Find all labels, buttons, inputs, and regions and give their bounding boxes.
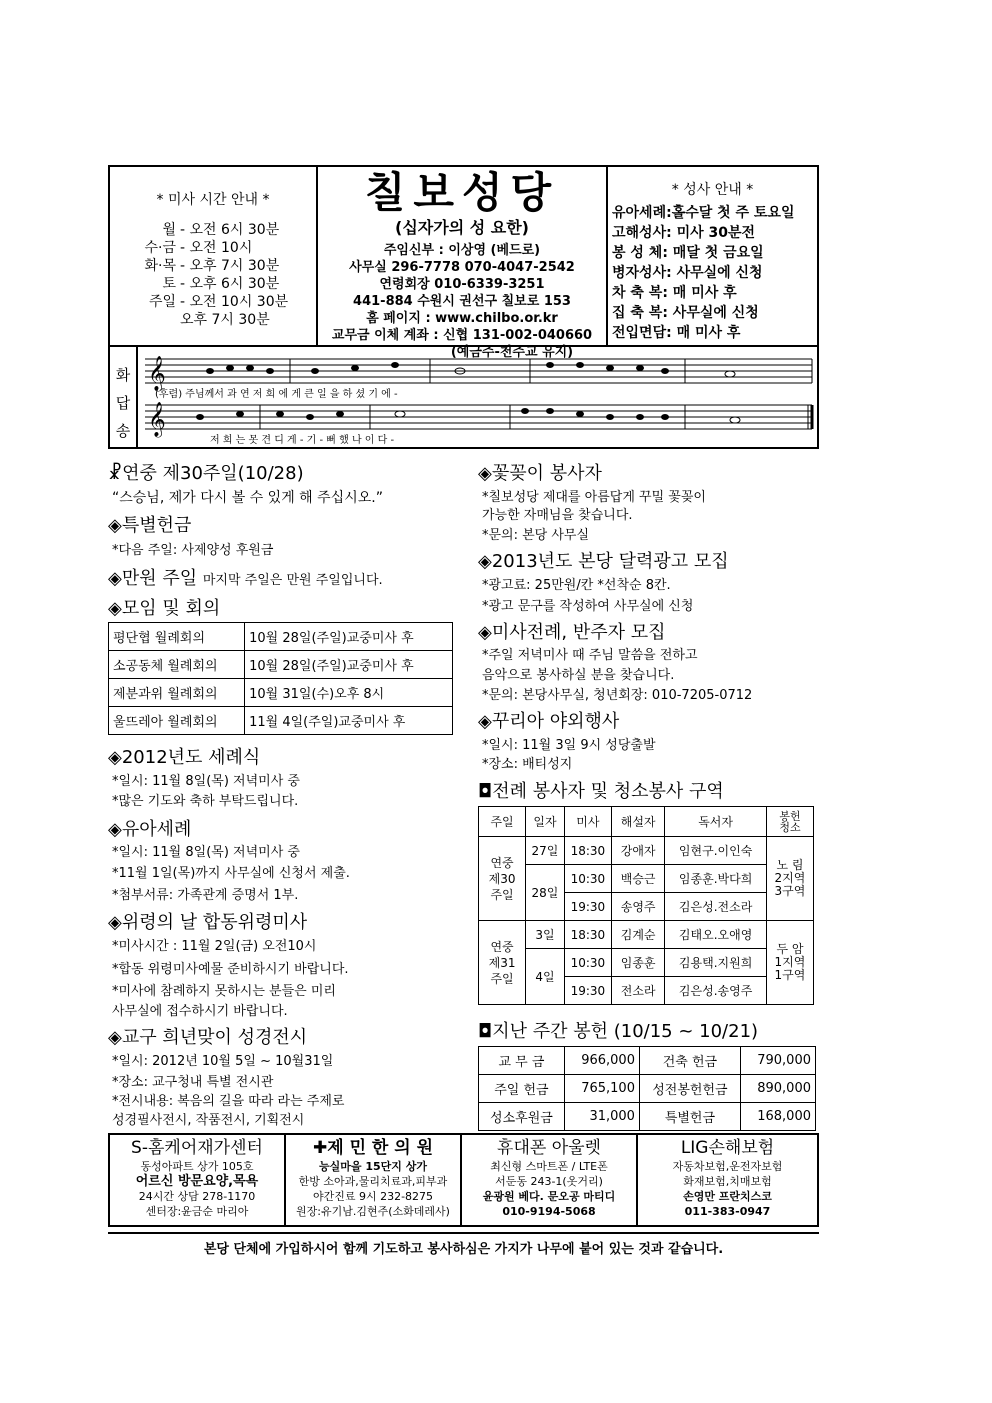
calendar-ad-title: ◈2013년도 본당 달력광고 모집 xyxy=(478,551,729,572)
office-phone: 사무실 296-7778 070-4047-2542 xyxy=(349,260,575,275)
address: 441-884 수원시 권선구 칠보로 153 xyxy=(353,294,571,309)
special-offering-title: ◈특별헌금 xyxy=(108,515,192,536)
table-row: 19:30 송영주 김은성.전소라 xyxy=(479,893,814,921)
sacrament-row: 고해성사: 미사 30분전 xyxy=(612,225,756,241)
sacrament-row: 전입면담: 매 미사 후 xyxy=(612,325,741,341)
table-row: 28일 10:30 백승근 임종훈.박다희 xyxy=(479,865,814,893)
table-row: 소공동체 월례회의 10월 28일(주일)교중미사 후 xyxy=(109,651,453,679)
sacrament-row: 집 축 복: 사무실에 신청 xyxy=(612,305,759,321)
sacrament-row: 유아세례:홀수달 첫 주 토요일 xyxy=(612,205,795,221)
liturgy-recruit-title: ◈미사전례, 반주자 모집 xyxy=(478,622,666,643)
service-table xyxy=(478,806,814,1005)
sacrament-row: 병자성사: 사무실에 신청 xyxy=(612,265,763,281)
mass-row: 월 - 오전 6시 30분 xyxy=(162,222,280,238)
bank-account: 교무금 이체 계좌 : 신협 131-002-040660 xyxy=(331,328,593,343)
bible-exhibit-title: ◈교구 희년맞이 성경전시 xyxy=(108,1027,308,1048)
ad-phone: 휴대폰 아울렛 최신형 스마트폰 / LTE폰 서둔동 243-1(옷거리) 윤광원 베다. 문오공 마티디 010-9194-5068 xyxy=(462,1135,638,1225)
music-staff-image xyxy=(140,347,817,447)
table-row: 주일 일자 미사 해설자 독서자 봉헌 청소 xyxy=(479,807,814,837)
offering-table xyxy=(478,1046,816,1131)
list-item: 가능한 자매님을 찾습니다. xyxy=(482,508,633,523)
church-name: 칠보성당 xyxy=(364,168,560,217)
account-holder: (예금주-천주교 유지) xyxy=(450,345,574,360)
table-row: 제분과위 월례회의 10월 31일(수)오후 8시 xyxy=(109,679,453,707)
footer-message: 본당 단체에 가입하시어 함께 기도하고 봉사하심은 가지가 나무에 붙어 있는 것과 같습니다. xyxy=(108,1232,819,1257)
church-subtitle: (십자가의 성 요한) xyxy=(395,218,529,237)
meetings-table xyxy=(108,622,453,735)
list-item: *11월 1일(목)까지 사무실에 신청서 제출. xyxy=(112,866,350,881)
list-item: *미사시간 : 11월 2일(금) 오전10시 xyxy=(112,939,317,954)
special-offering-text: *다음 주일: 사제양성 후원금 xyxy=(112,543,274,558)
mass-row: 토 - 오후 6시 30분 xyxy=(162,276,280,292)
mass-row: 주일 - 오전 10시 30분 xyxy=(148,294,289,310)
mass-row: 오후 7시 30분 xyxy=(180,312,270,328)
infant-baptism-title: ◈유아세례 xyxy=(108,819,192,840)
svg-text:𝄞: 𝄞 xyxy=(148,402,166,437)
list-item: *합동 위령미사예물 준비하시기 바랍니다. xyxy=(112,962,349,977)
manwon-note: 마지막 주일은 만원 주일입니다. xyxy=(202,573,383,588)
table-row: 평단협 월례회의 10월 28일(주일)교중미사 후 xyxy=(109,623,453,651)
table-row: 울뜨레아 월례회의 11월 4일(주일)교중미사 후 xyxy=(109,707,453,735)
sunday-gospel: “스승님, 제가 다시 볼 수 있게 해 주십시오.” xyxy=(112,490,383,506)
list-item: 사무실에 접수하시기 바랍니다. xyxy=(112,1004,288,1019)
curia-title: ◈꾸리아 야외행사 xyxy=(478,711,620,732)
table-row: 주일 헌금 765,100 성전봉헌헌금 890,000 xyxy=(479,1075,816,1103)
list-item: *첨부서류: 가족관계 증명서 1부. xyxy=(112,888,299,903)
committee-phone: 연령회장 010-6339-3251 xyxy=(379,277,545,292)
list-item: *전시내용: 복음의 길을 따라 라는 주제로 xyxy=(112,1094,345,1109)
flower-title: ◈꽃꽂이 봉사자 xyxy=(478,463,602,484)
psalm-section xyxy=(108,345,819,449)
list-item: *일시: 11월 8일(목) 저녁미사 중 xyxy=(112,845,300,860)
ad-insurance: LIG손해보험 자동차보험,운전자보험 화재보험,치매보험 손영만 프란치스코 011-383-0947 xyxy=(672,1138,783,1218)
baptism-title: ◈2012년도 세례식 xyxy=(108,747,261,768)
sunday-title: ☧연중 제30주일(10/28) xyxy=(108,463,304,484)
ads-bar xyxy=(108,1133,819,1227)
service-title: ◘전례 봉사자 및 청소봉사 구역 xyxy=(478,781,724,802)
list-item: *많은 기도와 축하 부탁드립니다. xyxy=(112,794,299,809)
sacrament-row: 봉 성 체: 매달 첫 금요일 xyxy=(612,245,764,261)
pastor-line: 주임신부 : 이상영 (베드로) xyxy=(383,243,541,258)
memorial-mass-title: ◈위령의 날 합동위령미사 xyxy=(108,912,308,933)
ad-clinic: ✚제 민 한 의 원 능실마을 15단지 상가 한방 소아과,물리치료과,피부과 야간진료 9시 232-8275 원장:유기남.김현주(소화데레사) xyxy=(286,1135,462,1225)
bulletin-header xyxy=(108,165,819,360)
list-item: *장소: 배티성지 xyxy=(482,757,573,772)
ad-homecare: S-홈케어재가센터 동성아파트 상가 105호 어르신 방문요양,목욕 24시간 상담 278-1170 센터장:윤금순 마리아 xyxy=(110,1135,286,1225)
list-item: *일시: 11월 3일 9시 성당출발 xyxy=(482,738,656,753)
sacrament-row: 차 축 복: 매 미사 후 xyxy=(612,285,737,301)
svg-text:𝄞: 𝄞 xyxy=(148,356,166,391)
list-item: *광고료: 25만원/칸 *선착순 8칸. xyxy=(482,578,671,593)
list-item: 성경필사전시, 작품전시, 기획전시 xyxy=(112,1113,305,1128)
mass-schedule xyxy=(110,167,318,345)
sacrament-title: * 성사 안내 * xyxy=(671,182,754,198)
offering-title: ◘지난 주간 봉헌 (10/15 ~ 10/21) xyxy=(478,1021,759,1042)
list-item: 음악으로 봉사하실 분을 찾습니다. xyxy=(482,668,675,683)
list-item: *장소: 교구청내 특별 전시관 xyxy=(112,1075,274,1090)
table-row: 4일 10:30 임종훈 김용택.지원희 xyxy=(479,949,814,977)
list-item: *광고 문구를 작성하여 사무실에 신청 xyxy=(482,599,694,614)
table-row: 성소후원금 31,000 특별헌금 168,000 xyxy=(479,1103,816,1131)
table-row: 19:30 전소라 김은성.송영주 xyxy=(479,977,814,1005)
list-item: *문의: 본당 사무실 xyxy=(482,528,590,543)
list-item: *문의: 본당사무실, 청년회장: 010-7205-0712 xyxy=(482,688,753,703)
psalm-lyric-2: 저 희 는 못 견 디 게 - 기 - 뻐 했 나 이 다 - xyxy=(210,435,395,446)
mass-row: 화·목 - 오후 7시 30분 xyxy=(144,258,280,274)
list-item: *미사에 참례하지 못하시는 분들은 미리 xyxy=(112,984,336,999)
mass-row: 수·금 - 오전 10시 xyxy=(144,240,253,256)
table-row: 연중 제30 주일 27일 18:30 강애자 임현구.이인숙 노 림 2지역 3구역 xyxy=(479,837,814,865)
psalm-lyric-1: (후렴) 주님께서 과 연 저 희 에 게 큰 일 을 하 셨 기 에 - xyxy=(155,389,398,400)
table-row: 교 무 금 966,000 건축 헌금 790,000 xyxy=(479,1047,816,1075)
sacrament-info xyxy=(608,167,817,345)
mass-schedule-title: * 미사 시간 안내 * xyxy=(156,192,270,208)
homepage: 홈 페이지 : www.chilbo.or.kr xyxy=(366,311,558,326)
manwon-title: ◈만원 주일 마지막 주일은 만원 주일입니다. xyxy=(108,568,383,589)
church-info xyxy=(318,167,608,360)
psalm-label: 화답송 xyxy=(110,347,138,447)
list-item: *칠보성당 제대를 아름답게 꾸밀 꽃꽂이 xyxy=(482,490,706,505)
list-item: *주일 저녁미사 때 주님 말씀을 전하고 xyxy=(482,648,698,663)
meetings-title: ◈모임 및 회의 xyxy=(108,598,221,619)
list-item: *일시: 11월 8일(목) 저녁미사 중 xyxy=(112,774,300,789)
table-row: 연중 제31 주일 3일 18:30 김계순 김태오.오애영 두 암 1지역 1구역 xyxy=(479,921,814,949)
list-item: *일시: 2012년 10월 5일 ~ 10월31일 xyxy=(112,1054,334,1069)
